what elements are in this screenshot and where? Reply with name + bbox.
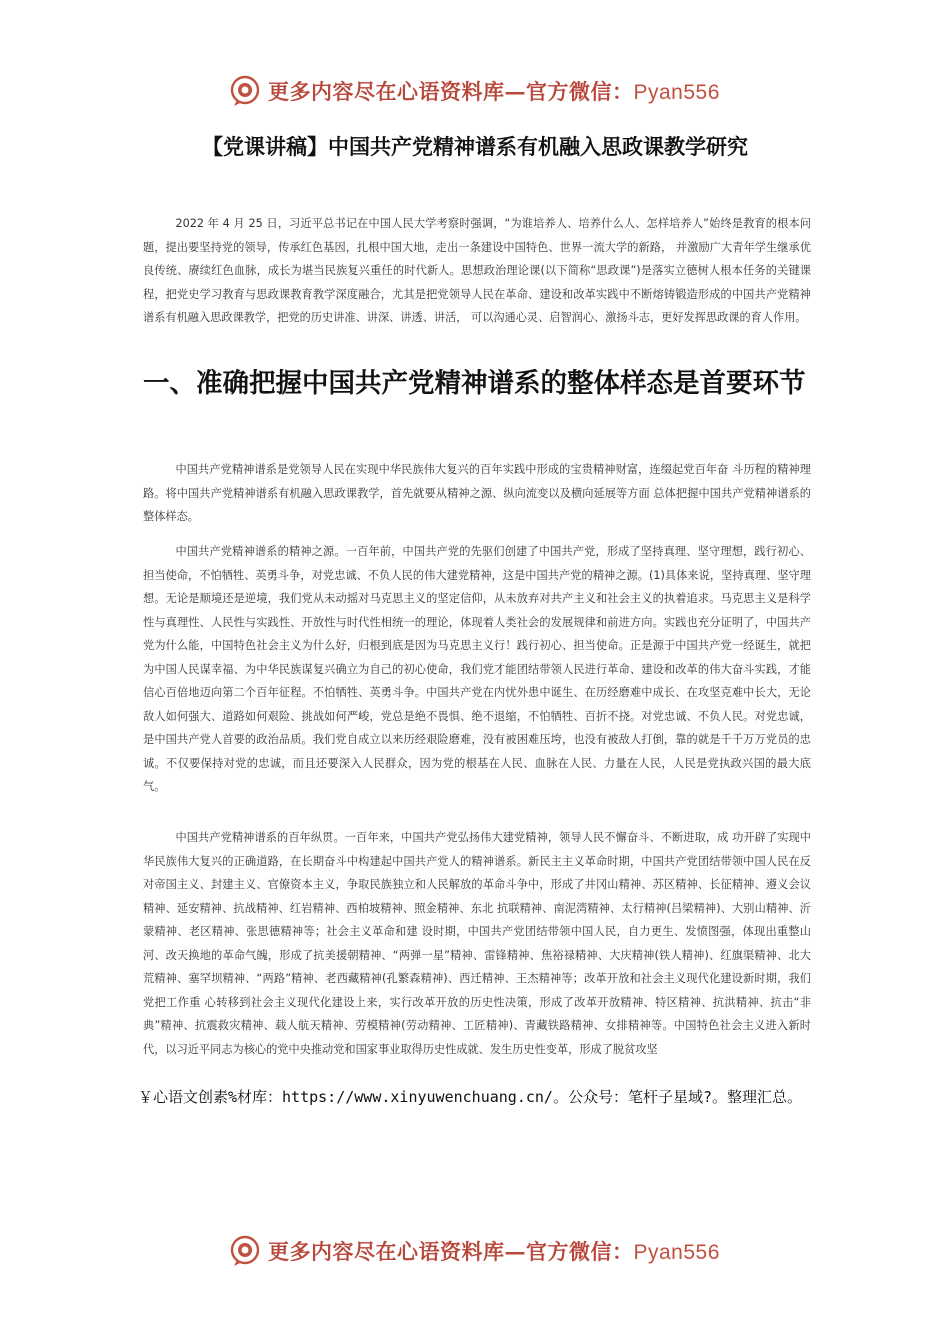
watermark-banner-bottom (228, 1234, 720, 1268)
document-title: 【党课讲稿】中国共产党精神谱系有机融入思政课教学研究 (202, 135, 748, 159)
speech-bubble-logo-icon (228, 1234, 262, 1268)
banner-wechat-id: Pyan556 (633, 1241, 720, 1264)
section-heading-1: 一、准确把握中国共产党精神谱系的整体样态是首要环节 (143, 368, 806, 399)
watermark-banner-top (228, 74, 720, 108)
paragraph-spiritual-source: 中国共产党精神谱系的精神之源。一百年前，中国共产党的先驱们创建了中国共产党，形成了坚持真理、坚守理想，践行初心、担当使命，不怕牺牲、英勇斗争，对党忠诚、不负人民的伟大建党精神，这是中国共产党的精神之源。(1)具体来说，坚持真理、坚守理想。无论是顺境还是逆境，我们党从未动摇对马克思主义的坚定信仰，从未放弃对共产主义和社会主义的执着追求。马克思主义是科学性与真理性、人民性与实践性、开放性与时代性相统一的理论，体现着人类社会的发展规律和前进方向。实践也充分证明了，中国共产党为什么能，中国特色社会主义为什么好，归根到底是因为马克思主义行！践行初心、担当使命。正是源于中国共产党一经诞生，就把为中国人民谋幸福、为中华民族谋复兴确立为自己的初心使命，我们党才能团结带领人民进行革命、建设和改革的伟大奋斗实践，才能信心百倍地迈向第二个百年征程。不怕牺牲、英勇斗争。中国共产党在内忧外患中诞生、在历经磨难中成长、在攻坚克难中长大，无论敌人如何强大、道路如何艰险、挑战如何严峻，党总是绝不畏惧、绝不退缩，不怕牺牲、百折不挠。对党忠诚、不负人民。对党忠诚，是中国共产党人首要的政治品质。我们党自成立以来历经艰险磨难，没有被困难压垮，也没有被敌人打倒，靠的就是千千万万党员的忠诚。不仅要保持对党的忠诚，而且还要深入人民群众，因为党的根基在人民、血脉在人民、力量在人民，人民是党执政兴国的最大底气。 (143, 545, 811, 793)
source-footer-note: ￥心语文创素%材库：https://www.xinyuwenchuang.cn/。公众号：笔杆子星域?。整理汇总。 (138, 1088, 802, 1106)
speech-bubble-logo-icon (228, 74, 262, 108)
paragraph-overview: 中国共产党精神谱系是党领导人民在实现中华民族伟大复兴的百年实践中形成的宝贵精神财富，连缀起党百年奋 斗历程的精神理路。将中国共产党精神谱系有机融入思政课教学，首先就要从精神之源、纵向流变以及横向延展等方面 总体把握中国共产党精神谱系的整体样态。 (143, 463, 811, 523)
paragraph-intro: 2022 年 4 月 25 日，习近平总书记在中国人民大学考察时强调，“为谁培养人、培养什么人、怎样培养人”始终是教育的根本问题，提出要坚持党的领导，传承红色基因，扎根中国大地，走出一条建设中国特色、世界一流大学的新路， 并激励广大青年学生继承优良传统、赓续红色血脉，成长为堪当民族复兴重任的时代新人。思想政治理论课(以下简称“思政课”)是落实立德树人根本任务的关键课程，把党史学习教育与思政课教育教学深度融合，尤其是把党领导人民在革命、建设和改革实践中不断熔铸锻造形成的中国共产党精神谱系有机融入思政课教学，把党的历史讲准、讲深、讲透、讲活， 可以沟通心灵、启智润心、激扬斗志，更好发挥思政课的育人作用。 (143, 217, 811, 324)
banner-text: 更多内容尽在心语资料库—官方微信：Pyan556 (268, 79, 720, 104)
banner-wechat-id: Pyan556 (633, 81, 720, 104)
paragraph-century-history: 中国共产党精神谱系的百年纵贯。一百年来，中国共产党弘扬伟大建党精神，领导人民不懈奋斗、不断进取，成 功开辟了实现中华民族伟大复兴的正确道路，在长期奋斗中构建起中国共产党人的精神谱系。新民主主义革命时期，中国共产党团结带领中国人民在反对帝国主义、封建主义、官僚资本主义，争取民族独立和人民解放的革命斗争中，形成了井冈山精神、苏区精神、长征精神、遵义会议精神、延安精神、抗战精神、红岩精神、西柏坡精神、照金精神、东北 抗联精神、南泥湾精神、太行精神(吕梁精神)、大别山精神、沂蒙精神、老区精神、张思德精神等；社会主义革命和建 设时期，中国共产党团结带领中国人民，自力更生、发愤图强，体现出重整山河、改天换地的革命气魄，形成了抗美援朝精神、“两弹一星”精神、雷锋精神、焦裕禄精神、大庆精神(铁人精神)、红旗渠精神、北大荒精神、塞罕坝精神、“两路”精神、老西藏精神(孔繁森精神)、西迁精神、王杰精神等；改革开放和社会主义现代化建设新时期，我们党把工作重 心转移到社会主义现代化建设上来，实行改革开放的历史性决策，形成了改革开放精神、特区精神、抗洪精神、抗击“非典”精神、抗震救灾精神、载人航天精神、劳模精神(劳动精神、工匠精神)、青藏铁路精神、女排精神等。中国特色社会主义进入新时代，以习近平同志为核心的党中央推动党和国家事业取得历史性成就、发生历史性变革，形成了脱贫攻坚 (143, 831, 811, 1056)
banner-text: 更多内容尽在心语资料库—官方微信：Pyan556 (268, 1239, 720, 1264)
